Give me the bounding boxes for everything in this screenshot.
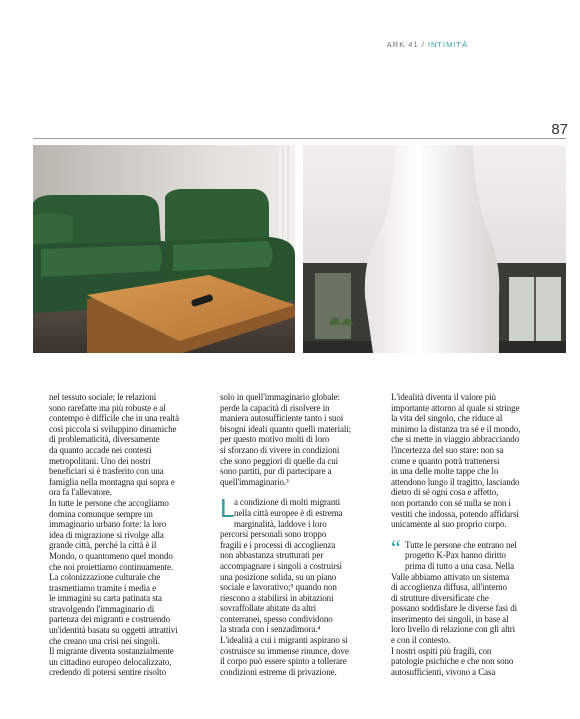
- text-line: che si mette in viaggio abbracciando: [391, 434, 520, 445]
- text-line: fragili e i processi di accoglienza: [220, 539, 336, 550]
- dropcap-paragraph: [220, 493, 372, 529]
- header-separator: /: [418, 40, 428, 49]
- text-line: stravolgendo l'immaginario di: [49, 603, 155, 614]
- text-line: di strutture diversificate che: [391, 592, 489, 603]
- text-line: domina comunque sempre un: [49, 508, 153, 519]
- text-line: inserimento dei singoli, in base al: [391, 613, 509, 624]
- text-line: loro livello di relazione con gli altri: [391, 624, 516, 635]
- text-line: in una delle molte tappe che lo: [391, 466, 499, 477]
- text-line: famiglia nella montagna qui sopra e: [49, 476, 175, 487]
- quote-mark-icon: “: [391, 534, 401, 560]
- text-line: contempo è difficile che in una realtà: [49, 413, 179, 424]
- text-line: autosufficienti, vivono a Casa: [391, 666, 496, 677]
- text-line: sovraffollate abitate da altri: [220, 603, 317, 614]
- text-line: Il migrante diventa sostanzialmente: [49, 646, 174, 657]
- text-line: prima di tutto a una casa. Nella: [405, 560, 515, 571]
- text-line: La colonizzazione culturale che: [49, 572, 161, 583]
- text-line: progetto K-Pax hanno diritto: [405, 550, 506, 561]
- text-line: di problematicità, diversamente: [49, 434, 160, 445]
- text-line: che noi proiettiamo continuamente.: [49, 561, 174, 572]
- text-line: bisogni ideali quanto quelli materiali;: [220, 423, 352, 434]
- header-rule: [33, 138, 566, 139]
- text-line: l'incertezza del suo stare: non sa: [391, 444, 504, 455]
- text-line: unicamente al suo proprio corpo.: [391, 519, 507, 530]
- text-line: grande città, perché la città è il: [49, 540, 157, 551]
- text-line: accompagnare i singoli a costruirsi: [220, 560, 342, 571]
- text-line: la vita del singolo, che riduce al: [391, 413, 503, 424]
- text-line: come e quanto potrà trattenersi: [391, 455, 500, 466]
- text-line: idea di migrazione si rivolge alla: [49, 529, 164, 540]
- text-line: L'idealità a cui i migranti aspirano si: [220, 635, 348, 646]
- text-line: condizioni estreme di privazione.: [220, 666, 337, 677]
- text-line: trasmettiamo tramite i media e: [49, 582, 156, 593]
- text-line: da quanto accade nei contesti: [49, 444, 152, 455]
- text-line: conterranei, spesso condividono: [220, 613, 333, 624]
- text-line: Valle abbiamo attivato un sistema: [391, 571, 510, 582]
- text-line: si sforzano di vivere in condizioni: [220, 444, 340, 455]
- quote-paragraph: [391, 534, 543, 572]
- text-line: vestiti che indossa, potendo affidarsi: [391, 508, 519, 519]
- column-2-bottom-lines: [220, 529, 372, 677]
- text-line: un'identità basata su oggetti attrattivi: [49, 625, 178, 636]
- text-line: possano soddisfare le diverse fasi di: [391, 603, 518, 614]
- text-line: di accoglienza diffusa, all'interno: [391, 582, 507, 593]
- text-line: sociale e lavorativo;⁵ quando non: [220, 582, 337, 593]
- text-line: In tutte le persone che accogliamo: [49, 497, 169, 508]
- text-line: così piccola si sviluppino dinamiche: [49, 423, 177, 434]
- text-line: maniera autosufficiente tanto i suoi: [220, 413, 344, 424]
- text-line: minimo la distanza tra sé e il mondo,: [391, 423, 521, 434]
- text-line: immaginario urbano forte: la loro: [49, 519, 167, 530]
- photo-sofas: [33, 145, 295, 353]
- text-line: quell'immaginario.³: [220, 476, 289, 487]
- text-line: costruisce su immense rinunce, dove: [220, 645, 349, 656]
- text-line: e con il contesto.: [391, 635, 451, 646]
- text-line: partenza dei migranti e costruendo: [49, 614, 171, 625]
- text-line: non portando con sé nulla se non i: [391, 497, 511, 508]
- section-name: INTIMITÀ: [427, 40, 468, 49]
- text-line: una posizione solida, su un piano: [220, 571, 337, 582]
- dropcap-letter: L: [220, 493, 235, 524]
- text-column-3: [391, 392, 543, 677]
- photo-column: [303, 145, 566, 353]
- text-column-1: [49, 392, 201, 678]
- text-line: perde la capacità di risolvere in: [220, 402, 330, 413]
- text-line: le immagini su carta patinata sta: [49, 593, 162, 604]
- magazine-issue: ARK 41: [386, 40, 419, 49]
- column-3-bottom-lines: [391, 572, 543, 678]
- running-header: [387, 40, 468, 49]
- text-line: Tutte le persone che entrano nel: [405, 539, 517, 550]
- text-line: patologie psichiche e che non sono: [391, 656, 514, 667]
- text-line: sono partiti, pur di partecipare a: [220, 466, 332, 477]
- text-line: beneficiari si è trasferito con una: [49, 466, 164, 477]
- text-line: credendo di potersi sentire risolto: [49, 667, 166, 678]
- text-line: per questo motivo molti di loro: [220, 434, 330, 445]
- text-line: solo in quell'immaginario globale:: [220, 392, 340, 402]
- text-line: riescono a stabilirsi in abitazioni: [220, 592, 334, 603]
- text-line: che creano una crisi nei singoli.: [49, 635, 160, 646]
- text-line: il corpo può essere spinto a tollerare: [220, 656, 347, 667]
- text-line: marginalità, laddove i loro: [234, 518, 327, 529]
- text-line: a condizione di molti migranti: [234, 497, 340, 508]
- text-line: L'idealità diventa il valore più: [391, 392, 496, 402]
- text-line: I nostri ospiti più fragili, con: [391, 645, 492, 656]
- text-line: sono rarefatte ma più robuste e al: [49, 402, 166, 413]
- text-line: ora fa l'allevatore.: [49, 487, 112, 498]
- text-line: importante attorno al quale si stringe: [391, 402, 520, 413]
- text-line: non abbastanza strutturati per: [220, 550, 324, 561]
- text-line: che sono peggiori di quelle da cui: [220, 455, 339, 466]
- text-line: dietro di sé ogni cosa e affetto,: [391, 487, 499, 498]
- column-3-top-lines: [391, 392, 543, 530]
- column-2-top-lines: [220, 392, 372, 487]
- text-line: la strada con i senzadimora.⁴: [220, 624, 321, 635]
- text-line: attendono lungo il tragitto, lasciando: [391, 476, 520, 487]
- text-line: un cittadino europeo delocalizzato,: [49, 656, 172, 667]
- page-number: 87: [551, 121, 568, 138]
- text-line: nel tessuto sociale; le relazioni: [49, 392, 157, 402]
- text-line: percorsi personali sono troppo: [220, 529, 327, 540]
- text-line: nella città europee è di estrema: [234, 507, 343, 518]
- text-line: metropolitani. Uno dei nostri: [49, 455, 151, 466]
- text-line: Mondo, o quantomeno quel mondo: [49, 550, 173, 561]
- column-1-lines: [49, 392, 201, 678]
- text-column-2: [220, 392, 372, 677]
